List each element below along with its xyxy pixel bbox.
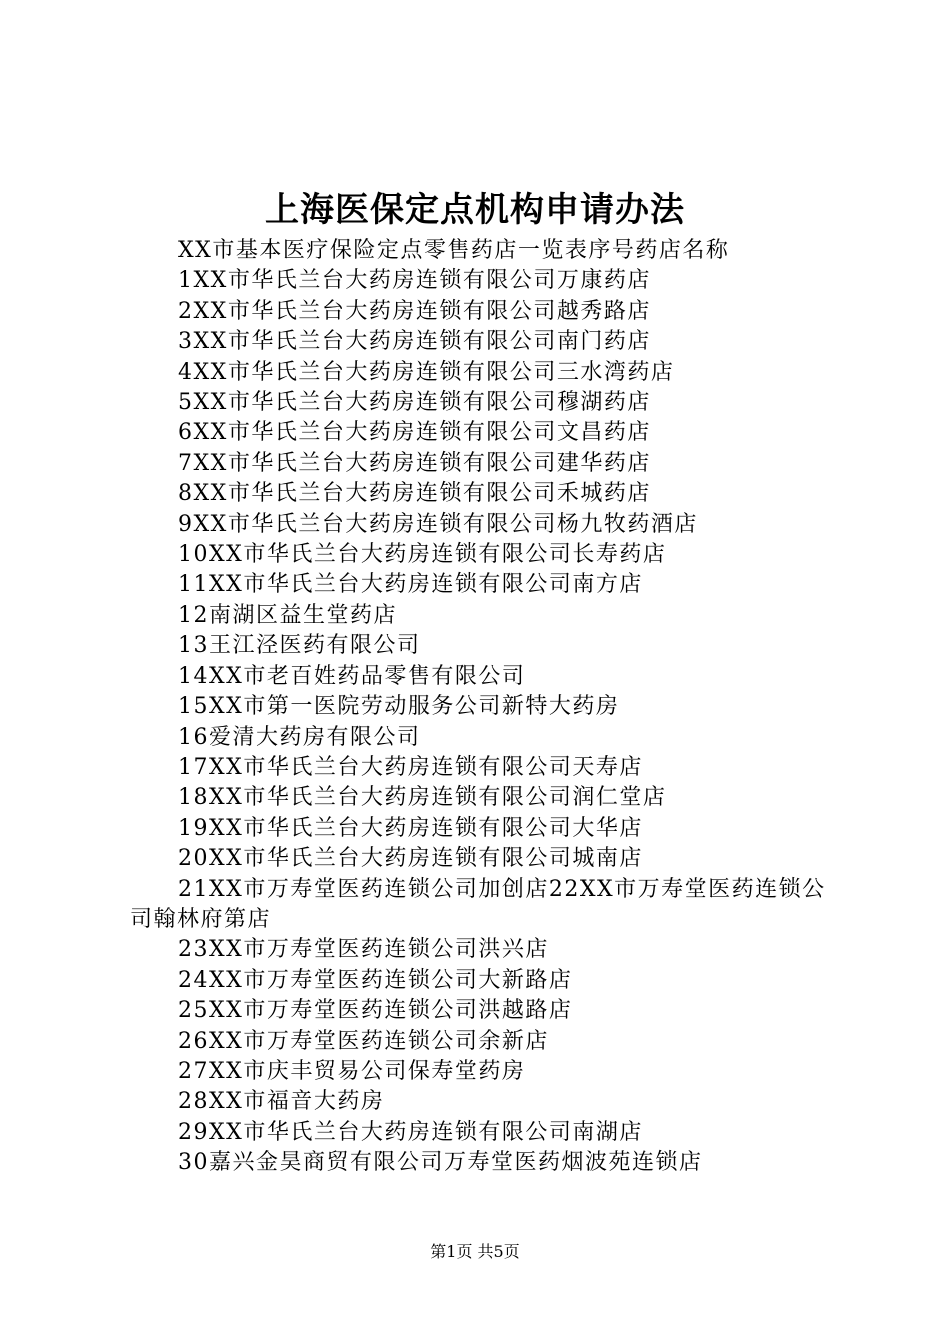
list-item: 12南湖区益生堂药店 [178, 602, 397, 628]
list-item: 14XX市老百姓药品零售有限公司 [178, 663, 526, 689]
list-item: 25XX市万寿堂医药连锁公司洪越路店 [178, 998, 573, 1024]
list-item: 10XX市华氏兰台大药房连锁有限公司长寿药店 [178, 542, 667, 568]
list-item: 30嘉兴金昊商贸有限公司万寿堂医药烟波苑连锁店 [178, 1150, 703, 1176]
list-item: 19XX市华氏兰台大药房连锁有限公司大华店 [178, 815, 643, 841]
list-item: 18XX市华氏兰台大药房连锁有限公司润仁堂店 [178, 785, 667, 811]
list-item: 23XX市万寿堂医药连锁公司洪兴店 [178, 937, 549, 963]
list-item: 24XX市万寿堂医药连锁公司大新路店 [178, 967, 573, 993]
page-title: 上海医保定点机构申请办法 [265, 190, 685, 230]
list-item: 16爱清大药房有限公司 [178, 724, 421, 750]
list-item: 28XX市福音大药房 [178, 1089, 385, 1115]
page-number-footer: 第1页 共5页 [430, 1242, 520, 1261]
list-header: XX市基本医疗保险定点零售药店一览表序号药店名称 [178, 238, 730, 263]
list-item: 3XX市华氏兰台大药房连锁有限公司南门药店 [178, 329, 651, 355]
list-item: 29XX市华氏兰台大药房连锁有限公司南湖店 [178, 1119, 643, 1145]
list-item: 20XX市华氏兰台大药房连锁有限公司城南店 [178, 846, 643, 872]
list-item: 8XX市华氏兰台大药房连锁有限公司禾城药店 [178, 481, 651, 507]
list-item: 6XX市华氏兰台大药房连锁有限公司文昌药店 [178, 420, 651, 446]
list-item: 26XX市万寿堂医药连锁公司余新店 [178, 1028, 549, 1054]
document-body [130, 236, 840, 1179]
list-item: 17XX市华氏兰台大药房连锁有限公司天寿店 [178, 754, 643, 780]
list-item: 13王江泾医药有限公司 [178, 633, 421, 659]
list-item: 15XX市第一医院劳动服务公司新特大药房 [178, 694, 620, 720]
list-item: 9XX市华氏兰台大药房连锁有限公司杨九牧药酒店 [178, 511, 698, 537]
list-item: 5XX市华氏兰台大药房连锁有限公司穆湖药店 [178, 390, 651, 416]
list-item: 2XX市华氏兰台大药房连锁有限公司越秀路店 [178, 298, 651, 324]
list-item: 7XX市华氏兰台大药房连锁有限公司建华药店 [178, 450, 651, 476]
list-item: 1XX市华氏兰台大药房连锁有限公司万康药店 [178, 268, 651, 294]
list-item: 21XX市万寿堂医药连锁公司加创店22XX市万寿堂医药连锁公司翰林府第店 [130, 876, 826, 932]
list-item: 11XX市华氏兰台大药房连锁有限公司南方店 [178, 572, 643, 598]
list-item: 27XX市庆丰贸易公司保寿堂药房 [178, 1058, 526, 1084]
list-item: 4XX市华氏兰台大药房连锁有限公司三水湾药店 [178, 359, 675, 385]
